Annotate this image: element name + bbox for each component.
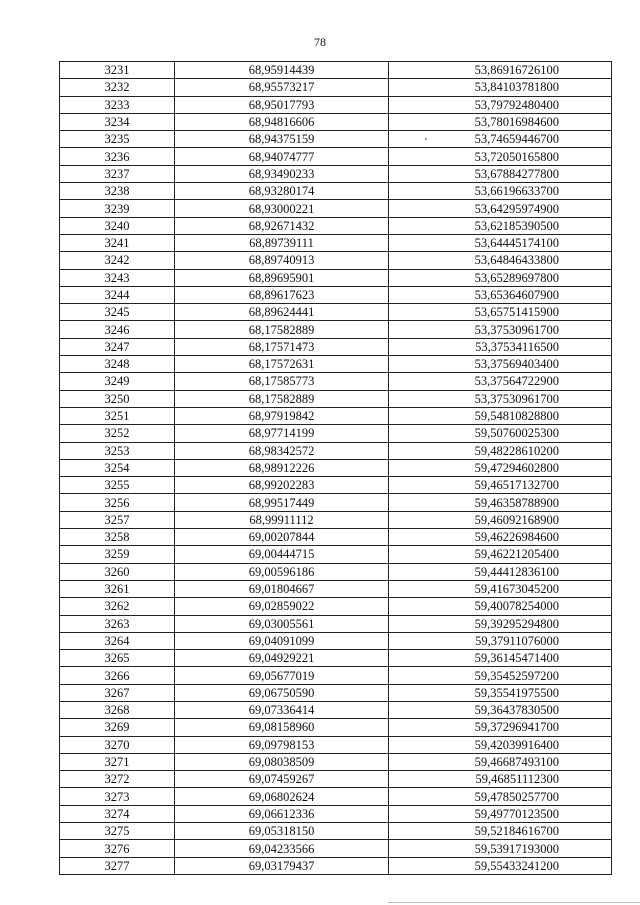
point-number-cell: 3254 — [60, 459, 175, 476]
y-coordinate-cell: 59,37911076000 — [389, 632, 612, 649]
x-coordinate-cell: 69,09798153 — [175, 736, 389, 753]
x-coordinate-cell: 68,97714199 — [175, 425, 389, 442]
point-number-cell: 3249 — [60, 373, 175, 390]
point-number-cell: 3267 — [60, 684, 175, 701]
point-number-cell: 3252 — [60, 425, 175, 442]
table-row — [60, 511, 612, 528]
x-coordinate-cell: 68,93490233 — [175, 165, 389, 182]
table-row — [60, 373, 612, 390]
x-coordinate-cell: 69,01804667 — [175, 580, 389, 597]
x-coordinate-cell: 68,89740913 — [175, 252, 389, 269]
table-row — [60, 840, 612, 857]
y-coordinate-cell: 53,65751415900 — [389, 304, 612, 321]
x-coordinate-cell: 69,05677019 — [175, 667, 389, 684]
x-coordinate-cell: 69,04929221 — [175, 650, 389, 667]
x-coordinate-cell: 69,06750590 — [175, 684, 389, 701]
x-coordinate-cell: 68,98912226 — [175, 459, 389, 476]
point-number-cell: 3258 — [60, 529, 175, 546]
y-coordinate-cell: 53,86916726100 — [389, 62, 612, 79]
x-coordinate-cell: 68,94074777 — [175, 148, 389, 165]
y-coordinate-cell: 53,79792480400 — [389, 96, 612, 113]
y-coordinate-cell: 59,39295294800 — [389, 615, 612, 632]
x-coordinate-cell: 69,04233566 — [175, 840, 389, 857]
point-number-cell: 3244 — [60, 286, 175, 303]
x-coordinate-cell: 69,05318150 — [175, 823, 389, 840]
table-row — [60, 805, 612, 822]
y-coordinate-cell: 59,36145471400 — [389, 650, 612, 667]
y-coordinate-cell: 53,74659446700 — [389, 131, 612, 148]
table-row — [60, 407, 612, 424]
table-row — [60, 200, 612, 217]
x-coordinate-cell: 68,99517449 — [175, 494, 389, 511]
table-row — [60, 442, 612, 459]
y-coordinate-cell: 59,49770123500 — [389, 805, 612, 822]
point-number-cell: 3269 — [60, 719, 175, 736]
table-row — [60, 684, 612, 701]
y-coordinate-cell: 59,48228610200 — [389, 442, 612, 459]
x-coordinate-cell: 68,99202283 — [175, 477, 389, 494]
y-coordinate-cell: 53,66196633700 — [389, 183, 612, 200]
point-number-cell: 3264 — [60, 632, 175, 649]
x-coordinate-cell: 68,89617623 — [175, 286, 389, 303]
point-number-cell: 3233 — [60, 96, 175, 113]
point-number-cell: 3266 — [60, 667, 175, 684]
table-row — [60, 546, 612, 563]
x-coordinate-cell: 69,08038509 — [175, 753, 389, 770]
x-coordinate-cell: 68,94816606 — [175, 113, 389, 130]
point-number-cell: 3250 — [60, 390, 175, 407]
point-number-cell: 3235 — [60, 131, 175, 148]
scan-speck — [425, 138, 427, 140]
y-coordinate-cell: 59,50760025300 — [389, 425, 612, 442]
point-number-cell: 3248 — [60, 356, 175, 373]
y-coordinate-cell: 59,46221205400 — [389, 546, 612, 563]
x-coordinate-cell: 68,95573217 — [175, 79, 389, 96]
table-row — [60, 390, 612, 407]
table-row — [60, 62, 612, 79]
x-coordinate-cell: 68,17571473 — [175, 338, 389, 355]
table-row — [60, 753, 612, 770]
x-coordinate-cell: 69,04091099 — [175, 632, 389, 649]
y-coordinate-cell: 59,36437830500 — [389, 701, 612, 718]
point-number-cell: 3260 — [60, 563, 175, 580]
point-number-cell: 3256 — [60, 494, 175, 511]
table-row — [60, 563, 612, 580]
table-row — [60, 477, 612, 494]
table-row — [60, 79, 612, 96]
y-coordinate-cell: 59,42039916400 — [389, 736, 612, 753]
point-number-cell: 3257 — [60, 511, 175, 528]
y-coordinate-cell: 59,55433241200 — [389, 857, 612, 874]
table-row — [60, 131, 612, 148]
point-number-cell: 3262 — [60, 598, 175, 615]
table-row — [60, 356, 612, 373]
table-row — [60, 252, 612, 269]
point-number-cell: 3268 — [60, 701, 175, 718]
point-number-cell: 3265 — [60, 650, 175, 667]
x-coordinate-cell: 69,00444715 — [175, 546, 389, 563]
x-coordinate-cell: 69,07459267 — [175, 771, 389, 788]
x-coordinate-cell: 68,95914439 — [175, 62, 389, 79]
point-number-cell: 3276 — [60, 840, 175, 857]
table-row — [60, 857, 612, 874]
y-coordinate-cell: 53,65364607900 — [389, 286, 612, 303]
x-coordinate-cell: 69,00207844 — [175, 529, 389, 546]
point-number-cell: 3234 — [60, 113, 175, 130]
y-coordinate-cell: 59,46358788900 — [389, 494, 612, 511]
table-row — [60, 667, 612, 684]
table-row — [60, 598, 612, 615]
point-number-cell: 3239 — [60, 200, 175, 217]
table-row — [60, 183, 612, 200]
y-coordinate-cell: 53,72050165800 — [389, 148, 612, 165]
x-coordinate-cell: 68,92671432 — [175, 217, 389, 234]
point-number-cell: 3259 — [60, 546, 175, 563]
point-number-cell: 3231 — [60, 62, 175, 79]
table-row — [60, 425, 612, 442]
x-coordinate-cell: 68,89739111 — [175, 234, 389, 251]
y-coordinate-cell: 59,53917193000 — [389, 840, 612, 857]
point-number-cell: 3237 — [60, 165, 175, 182]
y-coordinate-cell: 53,37530961700 — [389, 390, 612, 407]
table-row — [60, 96, 612, 113]
point-number-cell: 3274 — [60, 805, 175, 822]
table-row — [60, 580, 612, 597]
coordinates-table-body — [60, 62, 612, 875]
x-coordinate-cell: 69,06802624 — [175, 788, 389, 805]
point-number-cell: 3255 — [60, 477, 175, 494]
y-coordinate-cell: 53,64445174100 — [389, 234, 612, 251]
table-row — [60, 234, 612, 251]
point-number-cell: 3251 — [60, 407, 175, 424]
x-coordinate-cell: 68,99911112 — [175, 511, 389, 528]
table-row — [60, 788, 612, 805]
x-coordinate-cell: 68,93000221 — [175, 200, 389, 217]
table-row — [60, 165, 612, 182]
x-coordinate-cell: 68,97919842 — [175, 407, 389, 424]
point-number-cell: 3246 — [60, 321, 175, 338]
table-row — [60, 304, 612, 321]
table-row — [60, 719, 612, 736]
y-coordinate-cell: 53,37569403400 — [389, 356, 612, 373]
table-row — [60, 615, 612, 632]
y-coordinate-cell: 59,46226984600 — [389, 529, 612, 546]
table-row — [60, 529, 612, 546]
table-row — [60, 771, 612, 788]
y-coordinate-cell: 53,37564722900 — [389, 373, 612, 390]
x-coordinate-cell: 69,03005561 — [175, 615, 389, 632]
y-coordinate-cell: 59,47294602800 — [389, 459, 612, 476]
table-row — [60, 113, 612, 130]
y-coordinate-cell: 53,37530961700 — [389, 321, 612, 338]
y-coordinate-cell: 59,46851112300 — [389, 771, 612, 788]
page-number: 78 — [314, 35, 326, 49]
table-row — [60, 459, 612, 476]
x-coordinate-cell: 68,95017793 — [175, 96, 389, 113]
table-row — [60, 286, 612, 303]
x-coordinate-cell: 68,17582889 — [175, 321, 389, 338]
x-coordinate-cell: 69,08158960 — [175, 719, 389, 736]
x-coordinate-cell: 68,89624441 — [175, 304, 389, 321]
table-row — [60, 701, 612, 718]
y-coordinate-cell: 59,52184616700 — [389, 823, 612, 840]
point-number-cell: 3263 — [60, 615, 175, 632]
y-coordinate-cell: 59,47850257700 — [389, 788, 612, 805]
y-coordinate-cell: 53,84103781800 — [389, 79, 612, 96]
x-coordinate-cell: 68,93280174 — [175, 183, 389, 200]
point-number-cell: 3243 — [60, 269, 175, 286]
x-coordinate-cell: 68,17585773 — [175, 373, 389, 390]
point-number-cell: 3272 — [60, 771, 175, 788]
x-coordinate-cell: 68,98342572 — [175, 442, 389, 459]
y-coordinate-cell: 53,64846433800 — [389, 252, 612, 269]
point-number-cell: 3277 — [60, 857, 175, 874]
table-row — [60, 736, 612, 753]
x-coordinate-cell: 69,06612336 — [175, 805, 389, 822]
table-row — [60, 494, 612, 511]
table-row — [60, 650, 612, 667]
point-number-cell: 3245 — [60, 304, 175, 321]
point-number-cell: 3240 — [60, 217, 175, 234]
table-row — [60, 217, 612, 234]
table-row — [60, 269, 612, 286]
scan-edge-line — [388, 902, 640, 903]
point-number-cell: 3273 — [60, 788, 175, 805]
y-coordinate-cell: 53,37534116500 — [389, 338, 612, 355]
point-number-cell: 3275 — [60, 823, 175, 840]
y-coordinate-cell: 59,40078254000 — [389, 598, 612, 615]
y-coordinate-cell: 53,65289697800 — [389, 269, 612, 286]
coordinates-table — [59, 61, 612, 875]
x-coordinate-cell: 69,07336414 — [175, 701, 389, 718]
x-coordinate-cell: 69,03179437 — [175, 857, 389, 874]
point-number-cell: 3261 — [60, 580, 175, 597]
y-coordinate-cell: 59,54810828800 — [389, 407, 612, 424]
table-row — [60, 148, 612, 165]
table-row — [60, 632, 612, 649]
point-number-cell: 3232 — [60, 79, 175, 96]
y-coordinate-cell: 59,46517132700 — [389, 477, 612, 494]
point-number-cell: 3238 — [60, 183, 175, 200]
y-coordinate-cell: 59,44412836100 — [389, 563, 612, 580]
y-coordinate-cell: 59,35452597200 — [389, 667, 612, 684]
point-number-cell: 3270 — [60, 736, 175, 753]
y-coordinate-cell: 53,62185390500 — [389, 217, 612, 234]
point-number-cell: 3253 — [60, 442, 175, 459]
point-number-cell: 3236 — [60, 148, 175, 165]
table-row — [60, 338, 612, 355]
x-coordinate-cell: 68,89695901 — [175, 269, 389, 286]
y-coordinate-cell: 59,35541975500 — [389, 684, 612, 701]
point-number-cell: 3271 — [60, 753, 175, 770]
y-coordinate-cell: 53,64295974900 — [389, 200, 612, 217]
x-coordinate-cell: 68,17572631 — [175, 356, 389, 373]
y-coordinate-cell: 59,37296941700 — [389, 719, 612, 736]
y-coordinate-cell: 59,46687493100 — [389, 753, 612, 770]
point-number-cell: 3241 — [60, 234, 175, 251]
table-row — [60, 823, 612, 840]
y-coordinate-cell: 53,67884277800 — [389, 165, 612, 182]
x-coordinate-cell: 68,17582889 — [175, 390, 389, 407]
y-coordinate-cell: 53,78016984600 — [389, 113, 612, 130]
x-coordinate-cell: 69,02859022 — [175, 598, 389, 615]
y-coordinate-cell: 59,41673045200 — [389, 580, 612, 597]
point-number-cell: 3242 — [60, 252, 175, 269]
y-coordinate-cell: 59,46092168900 — [389, 511, 612, 528]
x-coordinate-cell: 69,00596186 — [175, 563, 389, 580]
x-coordinate-cell: 68,94375159 — [175, 131, 389, 148]
point-number-cell: 3247 — [60, 338, 175, 355]
table-row — [60, 321, 612, 338]
